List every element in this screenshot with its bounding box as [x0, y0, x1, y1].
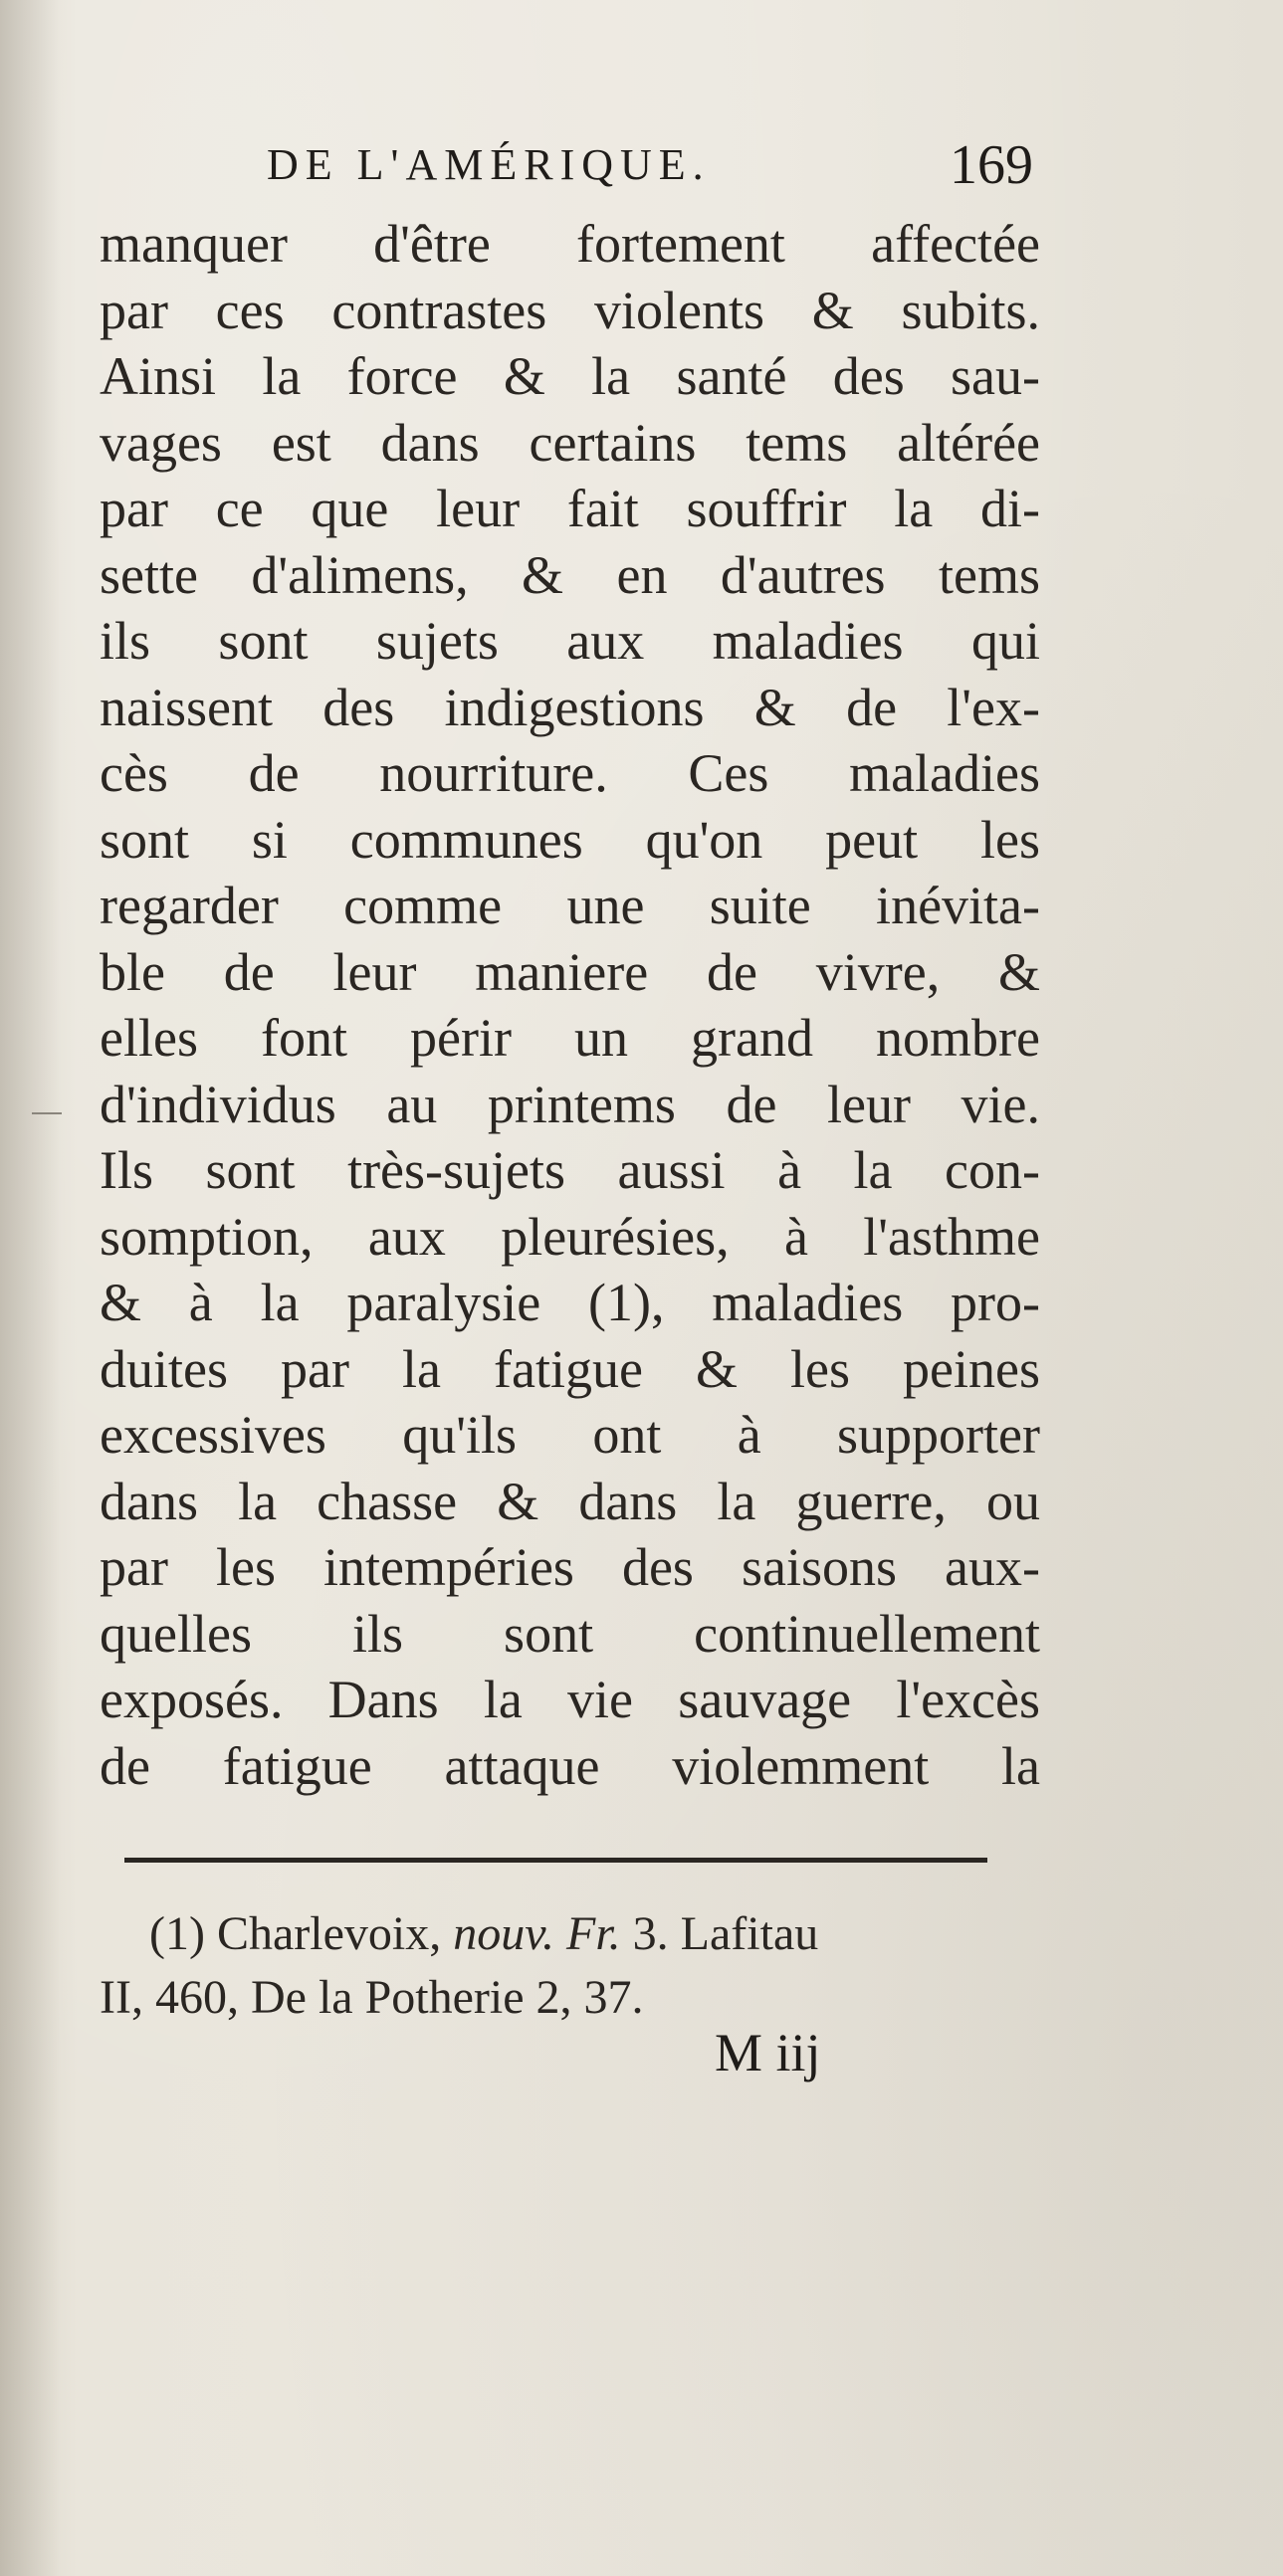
footnote-marker: (1) — [149, 1907, 205, 1960]
text-line: naissent des indigestions & de l'ex- — [100, 677, 1040, 737]
footnote-line — [100, 1902, 1040, 1966]
text-line: manquer d'être fortement affectée — [100, 214, 1040, 274]
text-line: regarder comme une suite inévita- — [100, 876, 1040, 935]
text-line: par les intempéries des saisons aux- — [100, 1537, 1040, 1597]
text-line: ils sont sujets aux maladies qui — [100, 611, 1040, 671]
text-line: ble de leur maniere de vivre, & — [100, 941, 1040, 1002]
text-line: Ils sont très-sujets aussi à la con- — [100, 1140, 1040, 1200]
text-line: de fatigue attaque violemment la — [100, 1735, 1040, 1796]
running-title: DE L'AMÉRIQUE. — [267, 140, 711, 189]
text-line: par ces contrastes violents & subits. — [100, 280, 1040, 340]
text-line: duites par la fatigue & les peines — [100, 1338, 1040, 1399]
running-head — [267, 134, 1033, 199]
text-line: exposés. Dans la vie sauvage l'excès — [100, 1670, 1040, 1729]
text-line: elles font périr un grand nombre — [100, 1008, 1040, 1068]
text-line: par ce que leur fait souffrir la di- — [100, 479, 1040, 538]
signature-mark: M iij — [715, 2023, 821, 2082]
margin-mark — [32, 1112, 62, 1114]
body-text — [100, 211, 1040, 1799]
footnote-line: II, 460, De la Potherie 2, 37. — [100, 1971, 644, 2024]
page-number: 169 — [950, 134, 1033, 196]
text-line: quelles ils sont continuellement — [100, 1603, 1040, 1664]
text-line: sette d'alimens, & en d'autres tems — [100, 544, 1040, 605]
footnote-rule — [124, 1858, 987, 1863]
text-line: vages est dans certains tems altérée — [100, 412, 1040, 473]
footnote-ref: 3. Lafitau — [632, 1907, 819, 1960]
text-line: excessives qu'ils ont à supporter — [100, 1405, 1040, 1465]
footnote — [100, 1902, 1040, 2030]
text-line: dans la chasse & dans la guerre, ou — [100, 1471, 1040, 1531]
text-line: Ainsi la force & la santé des sau- — [100, 346, 1040, 406]
footnote-author: Charlevoix, — [216, 1907, 442, 1960]
text-line: sont si communes qu'on peut les — [100, 809, 1040, 870]
text-line: & à la paralysie (1), maladies pro- — [100, 1273, 1040, 1332]
gutter-shadow — [0, 0, 60, 2576]
text-line: cès de nourriture. Ces maladies — [100, 743, 1040, 803]
text-line: somption, aux pleurésies, à l'asthme — [100, 1206, 1040, 1267]
text-line: d'individus au printems de leur vie. — [100, 1074, 1040, 1134]
footnote-work: nouv. Fr. — [453, 1907, 621, 1960]
